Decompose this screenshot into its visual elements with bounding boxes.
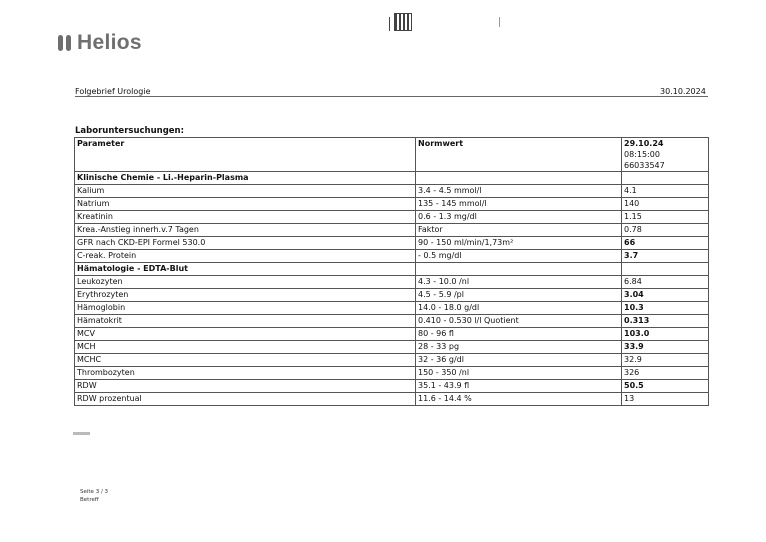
normwert-cell: 0.410 - 0.530 l/l Quotient: [416, 315, 622, 328]
normwert-cell: 35.1 - 43.9 fl: [416, 380, 622, 393]
table-row: [75, 354, 709, 367]
value-cell: [622, 263, 709, 276]
value-cell: 3.04: [622, 289, 709, 302]
page-footer: [80, 488, 108, 504]
parameter-cell: C-reak. Protein: [75, 250, 416, 263]
normwert-cell: 14.0 - 18.0 g/dl: [416, 302, 622, 315]
grey-mark: [73, 432, 90, 435]
normwert-cell: 32 - 36 g/dl: [416, 354, 622, 367]
parameter-cell: Hämatokrit: [75, 315, 416, 328]
table-row: [75, 393, 709, 406]
value-cell: 33.9: [622, 341, 709, 354]
letter-date: 30.10.2024: [660, 87, 706, 96]
normwert-cell: 3.4 - 4.5 mmol/l: [416, 185, 622, 198]
table-row: [75, 198, 709, 211]
table-header-row: [75, 138, 709, 172]
helios-logo-icon: [58, 35, 72, 51]
value-cell: 3.7: [622, 250, 709, 263]
letter-type: Folgebrief Urologie: [75, 87, 151, 96]
page-number: Seite 3 / 3: [80, 489, 109, 495]
parameter-cell: Kalium: [75, 185, 416, 198]
table-group-row: [75, 263, 709, 276]
normwert-cell: 28 - 33 pg: [416, 341, 622, 354]
parameter-cell: RDW: [75, 380, 416, 393]
header-result-date: [622, 138, 709, 172]
value-cell: [622, 172, 709, 185]
value-cell: 103.0: [622, 328, 709, 341]
table-row: [75, 211, 709, 224]
parameter-cell: Hämatologie - EDTA-Blut: [75, 263, 416, 276]
value-cell: 32.9: [622, 354, 709, 367]
value-cell: 4.1: [622, 185, 709, 198]
parameter-cell: MCV: [75, 328, 416, 341]
parameter-cell: Hämoglobin: [75, 302, 416, 315]
logo-text: Helios: [77, 31, 142, 54]
header-divider: [75, 96, 708, 97]
table-row: [75, 224, 709, 237]
value-cell: 66: [622, 237, 709, 250]
helios-logo: [58, 31, 142, 55]
result-time: 08:15:00: [624, 150, 660, 159]
value-cell: 10.3: [622, 302, 709, 315]
value-cell: 140: [622, 198, 709, 211]
value-cell: 50.5: [622, 380, 709, 393]
table-row: [75, 315, 709, 328]
vertical-mark: [389, 17, 390, 31]
normwert-cell: 150 - 350 /nl: [416, 367, 622, 380]
header-parameter: Parameter: [75, 138, 416, 172]
normwert-cell: 135 - 145 mmol/l: [416, 198, 622, 211]
table-row: [75, 289, 709, 302]
value-cell: 0.313: [622, 315, 709, 328]
parameter-cell: Kreatinin: [75, 211, 416, 224]
table-row: [75, 367, 709, 380]
table-row: [75, 341, 709, 354]
parameter-cell: Klinische Chemie - Li.-Heparin-Plasma: [75, 172, 416, 185]
table-row: [75, 380, 709, 393]
value-cell: 0.78: [622, 224, 709, 237]
table-row: [75, 237, 709, 250]
result-id: 66033547: [624, 161, 665, 170]
value-cell: 13: [622, 393, 709, 406]
parameter-cell: Krea.-Anstieg innerh.v.7 Tagen: [75, 224, 416, 237]
header-normwert: Normwert: [416, 138, 622, 172]
parameter-cell: Erythrozyten: [75, 289, 416, 302]
normwert-cell: [416, 263, 622, 276]
vertical-mark-right: [499, 17, 500, 27]
table-group-row: [75, 172, 709, 185]
parameter-cell: Leukozyten: [75, 276, 416, 289]
table-row: [75, 328, 709, 341]
parameter-cell: GFR nach CKD-EPI Formel 530.0: [75, 237, 416, 250]
normwert-cell: 0.6 - 1.3 mg/dl: [416, 211, 622, 224]
value-cell: 1.15: [622, 211, 709, 224]
table-row: [75, 185, 709, 198]
parameter-cell: Natrium: [75, 198, 416, 211]
normwert-cell: [416, 172, 622, 185]
normwert-cell: 4.3 - 10.0 /nl: [416, 276, 622, 289]
section-title: Laboruntersuchungen:: [75, 126, 184, 136]
normwert-cell: 80 - 96 fl: [416, 328, 622, 341]
normwert-cell: 90 - 150 ml/min/1,73m²: [416, 237, 622, 250]
result-date: 29.10.24: [624, 139, 664, 148]
parameter-cell: Thrombozyten: [75, 367, 416, 380]
lab-results-table: [74, 137, 709, 406]
normwert-cell: Faktor: [416, 224, 622, 237]
table-row: [75, 302, 709, 315]
table-row: [75, 250, 709, 263]
table-row: [75, 276, 709, 289]
parameter-cell: MCHC: [75, 354, 416, 367]
parameter-cell: MCH: [75, 341, 416, 354]
value-cell: 326: [622, 367, 709, 380]
normwert-cell: - 0.5 mg/dl: [416, 250, 622, 263]
footer-subject: Betreff: [80, 497, 99, 503]
normwert-cell: 11.6 - 14.4 %: [416, 393, 622, 406]
value-cell: 6.84: [622, 276, 709, 289]
qr-code-icon: [395, 14, 411, 30]
normwert-cell: 4.5 - 5.9 /pl: [416, 289, 622, 302]
parameter-cell: RDW prozentual: [75, 393, 416, 406]
